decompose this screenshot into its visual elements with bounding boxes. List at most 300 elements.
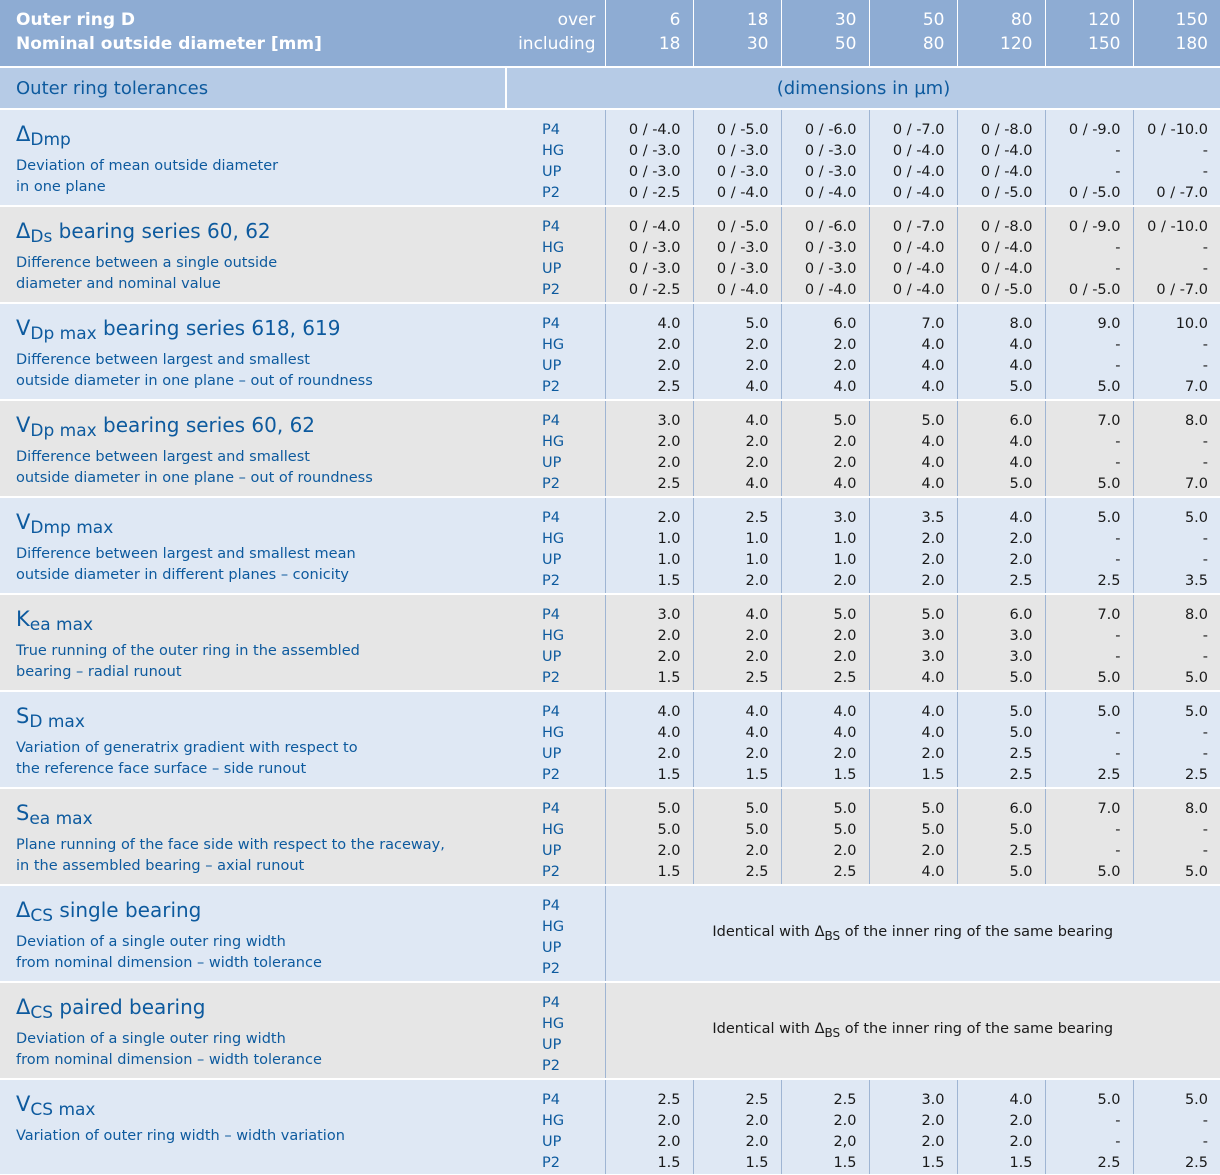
tolerance-value: 4.0 — [745, 379, 769, 395]
value-cell — [781, 594, 869, 691]
parameter-description-line: the reference face surface – side runout — [16, 761, 307, 777]
header-including-label: including — [518, 34, 596, 54]
grade-label: UP — [542, 940, 562, 956]
tolerance-value: 2.0 — [1009, 1113, 1033, 1129]
tolerance-value: 2.0 — [921, 573, 945, 589]
tolerance-value: 7.0 — [1097, 607, 1121, 623]
grade-label: P2 — [542, 1155, 560, 1171]
value-cell — [1045, 400, 1133, 497]
value-cell — [869, 303, 957, 400]
parameter-subscript: Ds — [30, 227, 53, 247]
grade-label: HG — [542, 531, 565, 547]
grade-labels-cell — [506, 206, 605, 303]
tolerance-value: 5.0 — [1097, 1092, 1121, 1108]
parameter-subscript: Dmp max — [30, 518, 114, 538]
tolerance-value: 2.0 — [833, 649, 857, 665]
tolerance-value: 5.0 — [833, 822, 857, 838]
tolerance-value: - — [1115, 628, 1121, 644]
tolerance-value: - — [1115, 455, 1121, 471]
parameter-subscript: ea max — [29, 809, 93, 829]
tolerance-value: 1.5 — [1009, 1155, 1033, 1171]
tolerance-value: 7.0 — [1097, 413, 1121, 429]
tolerance-value: 5.0 — [1097, 476, 1121, 492]
tolerance-value: 2.0 — [657, 1113, 681, 1129]
grade-labels-cell — [506, 885, 605, 982]
grade-label: UP — [542, 746, 562, 762]
grade-label: P2 — [542, 476, 560, 492]
tolerance-value: 4.0 — [745, 725, 769, 741]
parameter-description-line: Deviation of a single outer ring width — [16, 934, 286, 950]
value-cell — [869, 691, 957, 788]
tolerance-value: 0 / -3.0 — [628, 143, 681, 159]
grade-label: UP — [542, 261, 562, 277]
tolerance-value: 2.0 — [745, 1134, 769, 1150]
table-row — [0, 594, 1220, 691]
tolerance-value: 0 / -5.0 — [980, 185, 1033, 201]
tolerance-value: 5.0 — [1097, 670, 1121, 686]
tolerance-value: 2.0 — [745, 649, 769, 665]
tolerance-value: 2.5 — [745, 670, 769, 686]
table-subheader-row — [0, 67, 1220, 109]
grade-label: UP — [542, 1134, 562, 1150]
tolerance-value: 4.0 — [1009, 1092, 1033, 1108]
identical-note-pre: Identical with — [712, 1021, 815, 1038]
tolerance-value: 4.0 — [921, 864, 945, 880]
tolerance-value: 4.0 — [921, 725, 945, 741]
grade-labels-cell — [506, 303, 605, 400]
parameter-description-line: Difference between largest and smallest — [16, 352, 310, 368]
tolerance-value: 4.0 — [921, 476, 945, 492]
parameter-suffix: single bearing — [53, 898, 202, 922]
tolerance-value: 6.0 — [1009, 607, 1033, 623]
tolerance-value: 0 / -4.0 — [628, 122, 681, 138]
tolerance-value: 0 / -4.0 — [628, 219, 681, 235]
tolerance-value: 1.5 — [745, 1155, 769, 1171]
parameter-subscript: CS — [30, 1003, 54, 1023]
header-range-col — [957, 0, 1045, 67]
header-line-2: Nominal outside diameter [mm] — [16, 34, 322, 54]
parameter-title — [16, 120, 506, 154]
header-over-value: 18 — [746, 10, 769, 30]
value-cell — [869, 109, 957, 206]
tolerance-value: 1.5 — [921, 767, 945, 783]
tolerance-value: 1.0 — [833, 552, 857, 568]
parameter-cell — [0, 691, 506, 788]
value-cell — [1045, 1079, 1133, 1174]
header-line-1: Outer ring D — [16, 10, 136, 30]
header-over-value: 50 — [922, 10, 945, 30]
grade-label: P2 — [542, 767, 560, 783]
tolerance-value: 4.0 — [657, 704, 681, 720]
tolerance-value: 1.5 — [833, 1155, 857, 1171]
value-cell — [781, 206, 869, 303]
value-cell — [1133, 788, 1220, 885]
grade-label: HG — [542, 1016, 565, 1032]
tolerance-value: 8.0 — [1009, 316, 1033, 332]
tolerance-value: - — [1115, 1134, 1121, 1150]
table-row — [0, 1079, 1220, 1174]
tolerance-value: - — [1115, 358, 1121, 374]
parameter-subscript: CS max — [30, 1100, 96, 1120]
tolerance-value: - — [1202, 1113, 1208, 1129]
tolerance-value: 1.0 — [745, 552, 769, 568]
tolerance-value: 3.5 — [921, 510, 945, 526]
tolerance-value: 0 / -9.0 — [1068, 122, 1121, 138]
tolerance-value: - — [1115, 143, 1121, 159]
tolerance-value: 1.5 — [745, 767, 769, 783]
grade-label: UP — [542, 552, 562, 568]
tolerance-value: 0 / -3.0 — [716, 143, 769, 159]
tolerance-value: 0 / -4.0 — [892, 185, 945, 201]
tolerance-value: 2.5 — [1009, 843, 1033, 859]
parameter-title — [16, 702, 506, 736]
table-row — [0, 982, 1220, 1079]
tolerance-value: 5.0 — [657, 801, 681, 817]
tolerance-value: 0 / -4.0 — [980, 261, 1033, 277]
tolerance-value: 0 / -4.0 — [892, 282, 945, 298]
value-cell — [693, 691, 781, 788]
tolerance-value: - — [1202, 164, 1208, 180]
tolerance-value: - — [1115, 531, 1121, 547]
tolerance-value: 8.0 — [1184, 607, 1208, 623]
parameter-symbol: V — [16, 413, 31, 437]
parameter-title — [16, 411, 506, 445]
parameter-description — [16, 835, 506, 877]
header-including-value: 180 — [1175, 34, 1208, 54]
grade-label: HG — [542, 1113, 565, 1129]
value-cell — [957, 691, 1045, 788]
parameter-description-line: Difference between largest and smallest — [16, 449, 310, 465]
header-over-value: 120 — [1088, 10, 1121, 30]
header-range-col — [1133, 0, 1220, 67]
parameter-description — [16, 1126, 506, 1147]
grade-label: P2 — [542, 573, 560, 589]
parameter-cell — [0, 982, 506, 1079]
parameter-cell — [0, 1079, 506, 1174]
tolerance-value: 0 / -4.0 — [892, 164, 945, 180]
tolerance-value: 2.5 — [833, 670, 857, 686]
tolerance-value: 2.5 — [745, 510, 769, 526]
tolerance-value: 2.5 — [1009, 746, 1033, 762]
tolerance-value: 0 / -7.0 — [1156, 185, 1208, 201]
tolerance-value: 1.5 — [657, 767, 681, 783]
tolerance-value: 2.5 — [1097, 767, 1121, 783]
tolerance-value: 4.0 — [921, 670, 945, 686]
table-row — [0, 109, 1220, 206]
parameter-title — [16, 508, 506, 542]
tolerance-value: 2.0 — [745, 843, 769, 859]
tolerance-value: 6.0 — [1009, 801, 1033, 817]
tolerance-value: 3.0 — [833, 510, 857, 526]
tolerance-value: - — [1202, 434, 1208, 450]
tolerance-value: 4.0 — [833, 725, 857, 741]
tolerance-value: 1.0 — [833, 531, 857, 547]
header-over-label: over — [557, 10, 596, 30]
tolerance-value: 5.0 — [1184, 864, 1208, 880]
parameter-suffix: bearing series 618, 619 — [96, 316, 341, 340]
parameter-description-line: diameter and nominal value — [16, 276, 221, 292]
tolerance-value: 0 / -5.0 — [980, 282, 1033, 298]
tolerance-value: 4.0 — [745, 413, 769, 429]
tolerance-value: 7.0 — [1097, 801, 1121, 817]
tolerance-value: 0 / -4.0 — [892, 143, 945, 159]
tolerance-value: 2.0 — [657, 434, 681, 450]
tolerance-value: 2.0 — [921, 552, 945, 568]
value-cell — [1045, 303, 1133, 400]
value-cell — [957, 206, 1045, 303]
value-cell — [605, 497, 693, 594]
grade-label: HG — [542, 822, 565, 838]
parameter-description — [16, 738, 506, 780]
grade-label: P4 — [542, 704, 560, 720]
table-row — [0, 497, 1220, 594]
tolerance-value: 2.0 — [921, 1134, 945, 1150]
tolerance-value: 0 / -4.0 — [804, 282, 857, 298]
value-cell — [605, 594, 693, 691]
header-over-value: 6 — [669, 10, 681, 30]
value-cell — [1045, 788, 1133, 885]
parameter-description-line: in one plane — [16, 179, 106, 195]
tolerance-value: 0 / -6.0 — [804, 122, 857, 138]
parameter-description — [16, 544, 506, 586]
tolerance-value: 4.0 — [1009, 455, 1033, 471]
tolerance-value: - — [1202, 455, 1208, 471]
tolerance-value: 0 / -10.0 — [1147, 219, 1208, 235]
tolerance-value: 0 / -7.0 — [892, 219, 945, 235]
grade-label: P4 — [542, 898, 560, 914]
tolerance-value: 2.0 — [833, 337, 857, 353]
tolerance-value: 4.0 — [657, 316, 681, 332]
parameter-suffix: bearing series 60, 62 — [52, 219, 271, 243]
value-cell — [605, 206, 693, 303]
tolerance-value: 5.0 — [833, 413, 857, 429]
grade-labels-cell — [506, 1079, 605, 1174]
parameter-subscript: CS — [30, 906, 54, 926]
tolerance-value: 5.0 — [1009, 704, 1033, 720]
tolerance-value: 5.0 — [1097, 379, 1121, 395]
parameter-symbol: Δ — [16, 122, 31, 146]
value-cell — [605, 691, 693, 788]
tolerance-value: 5.0 — [1097, 510, 1121, 526]
parameter-title — [16, 896, 506, 930]
parameter-symbol: Δ — [16, 995, 31, 1019]
tolerance-value: 0 / -7.0 — [892, 122, 945, 138]
tolerance-value: - — [1115, 725, 1121, 741]
value-cell — [957, 497, 1045, 594]
tolerance-value: 2.0 — [745, 455, 769, 471]
tolerance-value: 3.0 — [921, 649, 945, 665]
table-header-row — [0, 0, 1220, 67]
grade-label: UP — [542, 1037, 562, 1053]
tolerance-value: 0 / -4.0 — [892, 261, 945, 277]
value-cell — [1133, 400, 1220, 497]
grade-labels-cell — [506, 691, 605, 788]
tolerance-value: 4.0 — [1009, 434, 1033, 450]
tolerance-value: 2.0 — [745, 746, 769, 762]
tolerance-value: 4.0 — [745, 704, 769, 720]
parameter-suffix: bearing series 60, 62 — [96, 413, 316, 437]
tolerance-value: - — [1115, 822, 1121, 838]
header-range-col — [781, 0, 869, 67]
tolerance-value: 5.0 — [1009, 864, 1033, 880]
tolerance-value: 5.0 — [1184, 670, 1208, 686]
header-including-value: 30 — [746, 34, 769, 54]
grade-label: P2 — [542, 379, 560, 395]
tolerance-value: 2.0 — [657, 843, 681, 859]
identical-note — [605, 982, 1220, 1079]
tolerance-value: 8.0 — [1184, 801, 1208, 817]
tolerance-value: 2,0 — [833, 1134, 857, 1150]
parameter-title — [16, 993, 506, 1027]
tolerance-value: 0 / -9.0 — [1068, 219, 1121, 235]
identical-note-symbol: Δ — [814, 924, 825, 941]
tolerance-value: 5.0 — [833, 607, 857, 623]
header-over-value: 150 — [1175, 10, 1208, 30]
tolerance-value: 0 / -3.0 — [716, 164, 769, 180]
tolerance-value: 1.0 — [657, 552, 681, 568]
value-cell — [781, 303, 869, 400]
value-cell — [1133, 691, 1220, 788]
tolerance-value: 5.0 — [921, 822, 945, 838]
tolerance-value: 2.0 — [921, 843, 945, 859]
grade-label: P4 — [542, 607, 560, 623]
value-cell — [957, 594, 1045, 691]
tolerance-value: 2.0 — [833, 746, 857, 762]
tolerance-value: - — [1202, 822, 1208, 838]
value-cell — [605, 303, 693, 400]
grade-label: P2 — [542, 670, 560, 686]
tolerance-value: 4.0 — [921, 455, 945, 471]
header-over-value: 80 — [1010, 10, 1033, 30]
parameter-description-line: Deviation of a single outer ring width — [16, 1031, 286, 1047]
value-cell — [781, 400, 869, 497]
parameter-symbol: K — [16, 607, 30, 631]
tolerance-value: 3.0 — [657, 607, 681, 623]
value-cell — [957, 788, 1045, 885]
tolerance-value: 4.0 — [921, 358, 945, 374]
tolerance-value: - — [1202, 746, 1208, 762]
value-cell — [781, 691, 869, 788]
grade-label: HG — [542, 240, 565, 256]
tolerance-value: 0 / -2.5 — [628, 282, 681, 298]
tolerance-value: - — [1115, 434, 1121, 450]
tolerance-value: - — [1202, 531, 1208, 547]
tolerance-value: - — [1202, 628, 1208, 644]
grade-labels-cell — [506, 788, 605, 885]
tolerance-value: 4.0 — [921, 379, 945, 395]
tolerance-value: 0 / -4.0 — [980, 240, 1033, 256]
value-cell — [869, 594, 957, 691]
parameter-symbol: V — [16, 510, 31, 534]
value-cell — [693, 788, 781, 885]
tolerance-value: 5.0 — [1097, 864, 1121, 880]
value-cell — [869, 206, 957, 303]
value-cell — [869, 788, 957, 885]
parameter-cell — [0, 206, 506, 303]
tolerance-value: 4.0 — [833, 379, 857, 395]
parameter-description — [16, 932, 506, 974]
tolerance-value: 2.0 — [833, 573, 857, 589]
tolerance-value: 3.0 — [921, 1092, 945, 1108]
value-cell — [605, 109, 693, 206]
tolerance-value: 3.0 — [1009, 628, 1033, 644]
parameter-cell — [0, 594, 506, 691]
value-cell — [1045, 109, 1133, 206]
identical-note-subscript: BS — [824, 1025, 841, 1040]
parameter-cell — [0, 109, 506, 206]
tolerance-value: 2.5 — [1097, 1155, 1121, 1171]
tolerance-value: 4.0 — [921, 434, 945, 450]
value-cell — [1045, 691, 1133, 788]
grade-label: HG — [542, 337, 565, 353]
tolerance-value: 9.0 — [1097, 316, 1121, 332]
grade-label: P4 — [542, 801, 560, 817]
tolerance-value: 4.0 — [833, 704, 857, 720]
tolerance-value: 5.0 — [1184, 510, 1208, 526]
value-cell — [957, 1079, 1045, 1174]
parameter-cell — [0, 400, 506, 497]
header-title — [0, 0, 506, 67]
grade-label: UP — [542, 455, 562, 471]
header-including-value: 120 — [1000, 34, 1033, 54]
tolerance-value: 2.0 — [1009, 552, 1033, 568]
tolerance-value: 0 / -4.0 — [716, 185, 769, 201]
grade-label: UP — [542, 843, 562, 859]
tolerance-value: - — [1115, 552, 1121, 568]
tolerance-value: - — [1202, 649, 1208, 665]
tolerance-value: 7.0 — [1184, 379, 1208, 395]
tolerance-value: 2.5 — [1009, 767, 1033, 783]
tolerance-value: 5.0 — [745, 801, 769, 817]
tolerance-value: 3.0 — [1009, 649, 1033, 665]
table-row — [0, 400, 1220, 497]
tolerance-value: 2.0 — [745, 358, 769, 374]
tolerance-value: 2.0 — [921, 746, 945, 762]
parameter-cell — [0, 497, 506, 594]
parameter-title — [16, 1090, 506, 1124]
tolerance-value: 2.5 — [1097, 573, 1121, 589]
value-cell — [957, 303, 1045, 400]
grade-labels-cell — [506, 400, 605, 497]
tolerance-value: 0 / -8.0 — [980, 219, 1033, 235]
tolerance-value: 0 / -4.0 — [980, 143, 1033, 159]
tolerance-value: 2.0 — [1009, 1134, 1033, 1150]
tolerance-value: 2.5 — [1184, 767, 1208, 783]
parameter-description-line: bearing – radial runout — [16, 664, 182, 680]
tolerance-value: 2.0 — [657, 649, 681, 665]
parameter-description-line: from nominal dimension – width tolerance — [16, 955, 322, 971]
tolerance-value: 2.5 — [833, 1092, 857, 1108]
tolerance-value: 4.0 — [921, 337, 945, 353]
tolerance-value: - — [1115, 843, 1121, 859]
value-cell — [1045, 594, 1133, 691]
grade-labels-cell — [506, 594, 605, 691]
tolerance-value: - — [1202, 261, 1208, 277]
value-cell — [781, 1079, 869, 1174]
tolerance-value: 0 / -3.0 — [804, 143, 857, 159]
identical-note-post: of the inner ring of the same bearing — [840, 924, 1114, 941]
tolerance-value: 2.0 — [833, 843, 857, 859]
tolerance-value: - — [1115, 164, 1121, 180]
tolerance-value: 2.5 — [745, 1092, 769, 1108]
grade-labels-cell — [506, 109, 605, 206]
tolerance-value: 1.5 — [833, 767, 857, 783]
tolerance-value: 1.5 — [657, 670, 681, 686]
tolerance-value: 2.0 — [833, 358, 857, 374]
parameter-cell — [0, 303, 506, 400]
tolerance-value: 0 / -3.0 — [628, 164, 681, 180]
tolerance-value: 4.0 — [745, 476, 769, 492]
